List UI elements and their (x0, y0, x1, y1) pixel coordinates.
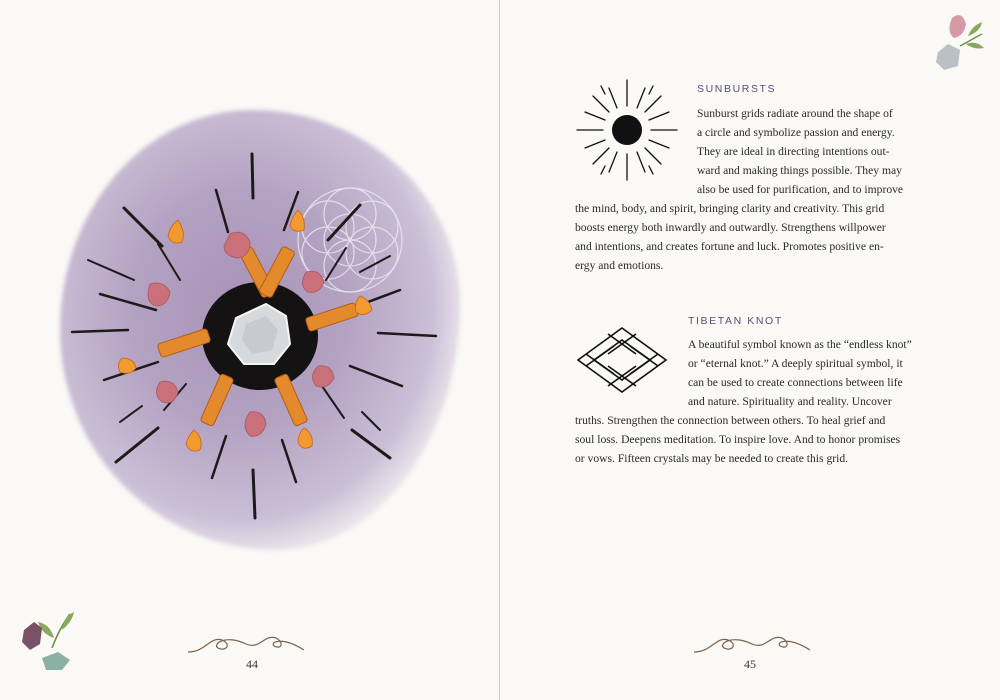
page-number: 45 (744, 657, 756, 671)
text-line: boosts energy both inwardly and outwardly. Strengthens willpower (575, 220, 886, 234)
tibetan-knot-paragraph-wrapped (688, 336, 925, 412)
text-line: and intentions, and creates fortune and luck. Promotes positive en- (575, 239, 884, 253)
text-line: a circle and symbolize passion and energy. (697, 125, 895, 139)
text-line: can be used to create connections between life (688, 375, 903, 389)
sunburst-crystal-grid-illustration (60, 140, 460, 520)
section-heading-tibetan-knot: TIBETAN KNOT (688, 315, 783, 327)
text-line: truths. Strengthen the connection between others. To heal grief and (575, 414, 886, 427)
text-line: They are ideal in directing intentions out- (697, 144, 890, 158)
text-line: the mind, body, and spirit, bringing clarity and creativity. This grid (575, 202, 885, 215)
sunbursts-paragraph-full (575, 200, 925, 276)
text-line: or vows. Fifteen crystals may be needed to create this grid. (575, 451, 849, 465)
crystal-leaf-corner-decoration (930, 8, 986, 76)
right-page (500, 0, 1000, 700)
text-line: soul loss. Deepens meditation. To inspire love. And to honor promises (575, 432, 901, 446)
crystal-leaf-corner-decoration (18, 608, 78, 674)
text-line: ergy and emotions. (575, 258, 664, 272)
text-line: also be used for purification, and to improve (697, 182, 904, 196)
page-number: 44 (246, 657, 258, 671)
text-line: Sunburst grids radiate around the shape of (697, 107, 893, 120)
flourish-ornament (692, 630, 812, 656)
text-line: A beautiful symbol known as the “endless knot” (688, 338, 912, 351)
text-line: and nature. Spirituality and reality. Uncover (688, 394, 892, 408)
text-line: ward and making things possible. They may (697, 163, 902, 177)
sunburst-icon (575, 78, 679, 182)
text-line: or “eternal knot.” A deeply spiritual symbol, it (688, 356, 903, 370)
flourish-ornament (186, 630, 306, 656)
left-page (0, 0, 499, 700)
tibetan-knot-paragraph-full (575, 412, 925, 469)
endless-knot-icon (576, 326, 668, 394)
section-heading-sunbursts: SUNBURSTS (697, 83, 777, 95)
sunbursts-paragraph-wrapped (697, 105, 925, 200)
